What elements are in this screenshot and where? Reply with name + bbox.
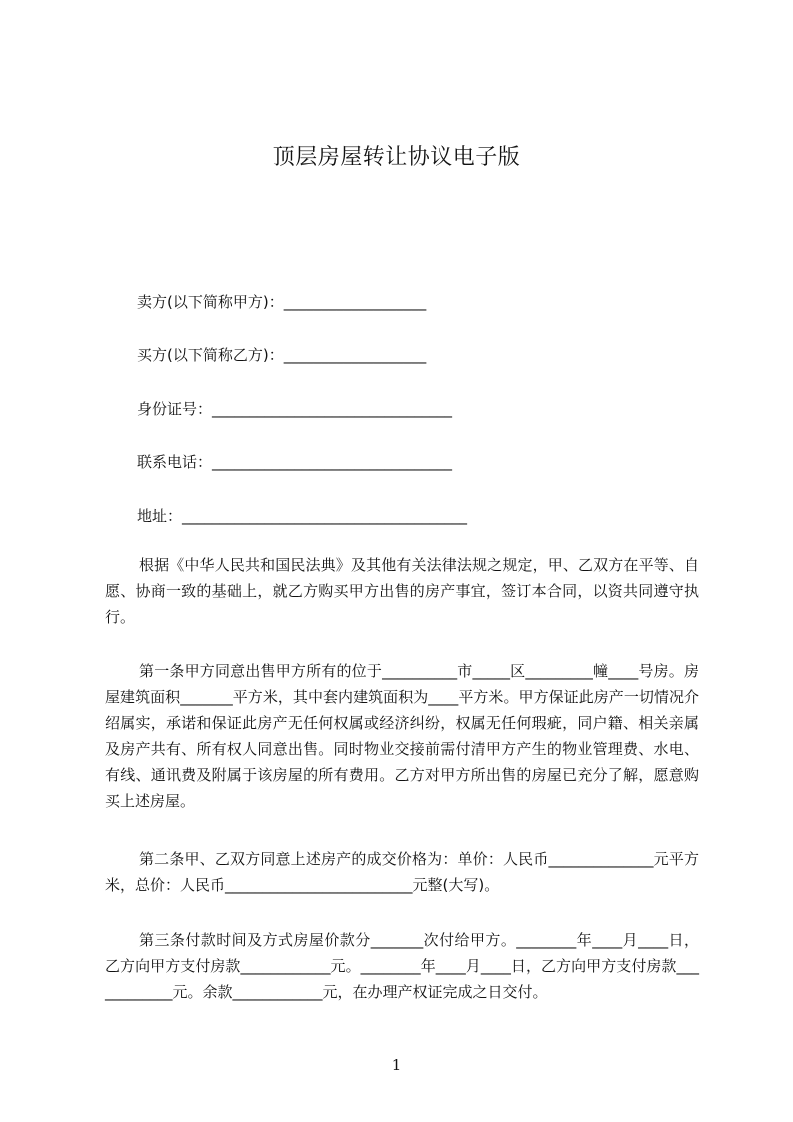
address-field: 地址：______________________________________ (137, 507, 468, 525)
article-3-paragraph: 第三条付款时间及方式房屋价款分_______次付给甲方。________年____月____日，乙方向甲方支付房款____________元。________年____月____日，乙方向甲方支付房款____________元。余款____________元，在办理产权证完成之日交付。 (105, 931, 699, 1001)
preamble-paragraph: 根据《中华人民共和国民法典》及其他有关法律法规之规定，甲、乙双方在平等、自愿、协商一致的基础上，就乙方购买甲方出售的房产事宜，签订本合同，以资共同遵守执行。 (105, 556, 699, 626)
document-title: 顶层房屋转让协议电子版 (272, 145, 521, 170)
buyer-field: 买方(以下简称乙方)：___________________ (137, 346, 427, 364)
article-1-paragraph: 第一条甲方同意出售甲方所有的位于__________市_____区_________幢____号房。房屋建筑面积_______平方米，其中套内建筑面积为____平方米。甲方保证此房产一切情况介绍属实，承诺和保证此房产无任何权属或经济纠纷，权属无任何瑕疵，同户籍、相关亲属及房产共有、所有权人同意出售。同时物业交接前需付清甲方产生的物业管理费、水电、有线、通讯费及附属于该房屋的所有费用。乙方对甲方所出售的房屋已充分了解，愿意购买上述房屋。 (105, 662, 699, 810)
seller-field: 卖方(以下简称甲方)：___________________ (137, 293, 427, 311)
article-2-paragraph: 第二条甲、乙双方同意上述房产的成交价格为：单价：人民币______________元平方米，总价：人民币_________________________元整(大写)。 (105, 850, 699, 894)
page-number: 1 (391, 1056, 402, 1074)
id-number-field: 身份证号：________________________________ (137, 400, 453, 418)
phone-field: 联系电话：________________________________ (137, 453, 453, 471)
